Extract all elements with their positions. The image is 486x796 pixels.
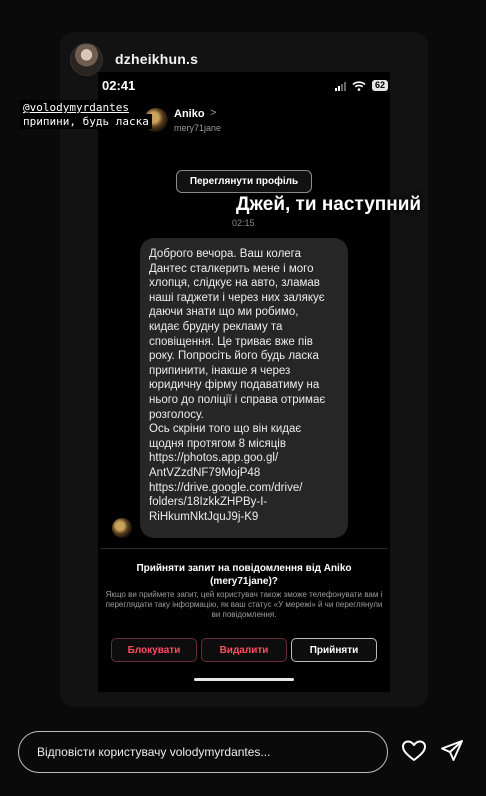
message-line: Доброго вечора. Ваш колега xyxy=(149,248,302,260)
divider xyxy=(100,548,388,549)
delete-button[interactable]: Видалити xyxy=(201,638,287,662)
signal-icon xyxy=(335,81,346,91)
request-title-line: Прийняти запит на повідомлення від Aniko xyxy=(136,563,352,574)
mention-caption: припини, будь ласка xyxy=(20,114,152,129)
message-line: року. Попросіть його будь ласка xyxy=(149,350,319,363)
story-overlay-text: Джей, ти наступний xyxy=(236,194,422,215)
view-profile-button[interactable]: Переглянути профіль xyxy=(176,170,312,193)
reply-input[interactable]: Відповісти користувачу volodymyrdantes... xyxy=(18,731,388,773)
message-link[interactable]: AntVZzdNF79MojP48 xyxy=(149,466,261,479)
message-line: юридичну фірму подаватиму на xyxy=(149,379,320,392)
message-line: розголосу. xyxy=(149,408,204,421)
status-bar xyxy=(98,72,390,100)
message-bubble xyxy=(140,238,348,538)
story-header xyxy=(70,42,198,76)
block-button[interactable]: Блокувати xyxy=(111,638,197,662)
message-line: Дантес сталкерить мене і мого xyxy=(149,262,314,275)
message-line: даючи знати що ми робимо, xyxy=(149,306,299,319)
battery-icon: 62 xyxy=(372,80,388,91)
contact-handle: mery71jane xyxy=(174,123,222,133)
story-username[interactable]: dzheikhun.s xyxy=(115,51,199,67)
message-link[interactable]: RiHkumNktJquJ9j-K9 xyxy=(149,510,259,523)
message-link[interactable]: folders/18IzkkZHPBy-I- xyxy=(149,496,268,509)
message-line: припинити, інакше я через xyxy=(149,364,291,377)
home-indicator xyxy=(194,678,294,681)
message-request-panel xyxy=(100,548,388,668)
message-line: сповіщення. Це триває вже пів xyxy=(149,335,313,348)
message-line: хлопця, слідкує на авто, зламав xyxy=(149,277,320,290)
status-icons xyxy=(335,80,388,91)
chevron-right-icon: > xyxy=(210,107,217,119)
request-title xyxy=(100,562,388,588)
accept-button[interactable]: Прийняти xyxy=(291,638,377,662)
message-link[interactable]: https://photos.app.goo.gl/ xyxy=(149,452,279,465)
contact-name[interactable]: Aniko xyxy=(174,108,205,120)
heart-icon[interactable] xyxy=(401,739,427,763)
message-link[interactable]: https://drive.google.com/drive/ xyxy=(149,481,303,494)
request-description: Якщо ви приймете запит, цей користувач також зможе телефонувати вам і переглядати таку інформацію, як ваш статус «У мережі» й чи переглянули ви повідомлення. xyxy=(105,590,383,619)
message-line: Ось скріни того що він кидає xyxy=(149,423,302,436)
mention-handle[interactable]: @volodymyrdantes xyxy=(23,101,129,114)
request-title-line: (mery71jane)? xyxy=(210,576,278,587)
mention-sticker[interactable] xyxy=(20,100,132,115)
message-timestamp: 02:15 xyxy=(232,218,255,228)
message-line: нього до поліції і справа отримає xyxy=(149,393,326,406)
story-avatar[interactable] xyxy=(70,43,103,76)
paper-plane-icon[interactable] xyxy=(440,739,464,763)
message-line: щодня протягом 8 місяців xyxy=(149,437,286,450)
status-time: 02:41 xyxy=(102,78,136,93)
message-line: кидає брудну рекламу та xyxy=(149,320,283,333)
message-line: наші гаджети і через них залякує xyxy=(149,291,325,304)
sender-avatar xyxy=(112,518,132,538)
wifi-icon xyxy=(352,81,366,91)
